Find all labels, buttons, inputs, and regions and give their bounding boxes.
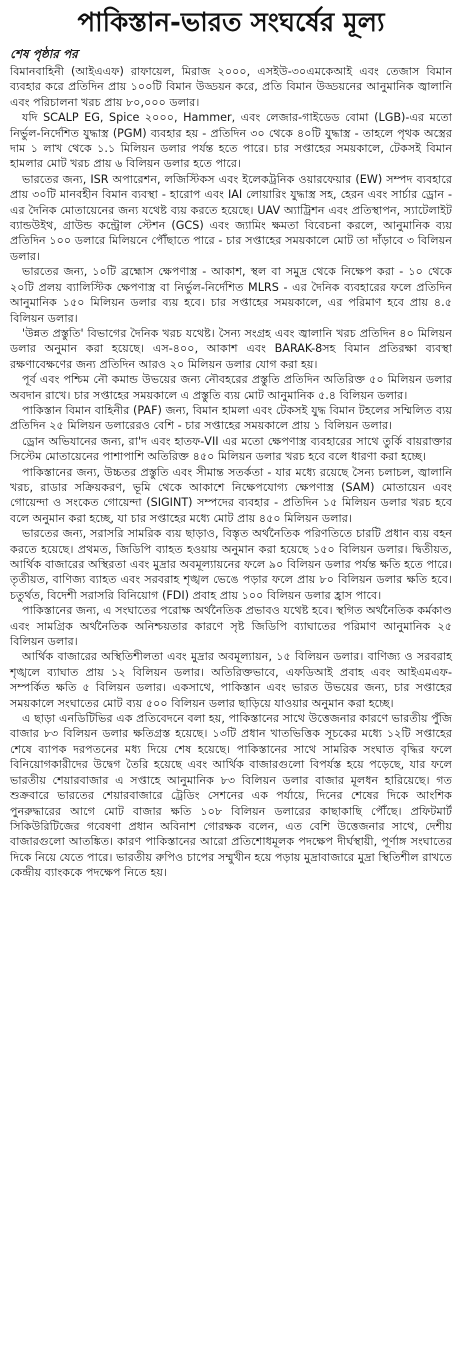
article-paragraph: এ ছাড়া এনডিটিভির এক প্রতিবেদনে বলা হয়, পাকিস্তানের সাথে উত্তেজনার কারণে ভারতীয় পুঁজি বাজার ৮৩ বিলিয়ন ডলার ক্ষতিগ্রস্ত হয়েছে। ১৩টি প্রধান খাতভিত্তিক সূচকের মধ্যে ১২টি সপ্তাহের শেষে ব্যাপক দরপতনের মধ্য দিয়ে শেষ হয়েছে। পাকিস্তানের সাথে সামরিক সংঘাত বৃদ্ধির ফলে বিনিয়োগকারীদের উদ্বেগ তৈরি হয়েছে এবং আর্থিক বাজারগুলো বিপর্যস্ত হয়ে পড়েছে, যার ফলে ভারতীয় শেয়ারবাজার এ সপ্তাহে আনুমানিক ৮৩ বিলিয়ন ডলার বাজার মূলধন হারিয়েছে। গত শুক্রবারে ভারতের শেয়ারবাজারে ট্রেডিং সেশনের এক পর্যায়ে, দিনের শেষের দিকে আংশিক পুনরুদ্ধারের আগে মোট বাজার ক্ষতি ১০৮ বিলিয়ন ডলারের কাছাকাছি পৌঁছে। প্রফিটমার্ট সিকিউরিটিজের গবেষণা প্রধান অবিনাশ গোরক্ষক বলেন, এত বেশি উত্তেজনার সাথে, দেশীয় বাজারগুলো আতঙ্কিত। কারণ পাকিস্তানের আরো প্রতিশোধমূলক পদক্ষেপ দীর্ঘস্থায়ী, পূর্ণাঙ্গ সংঘাতের দিকে নিয়ে যেতে পারে। ভারতীয় রুপিও চাপের সম্মুখীন হয়ে পড়ায় মুদ্রাবাজারে মুদ্রা স্থিতিশীল রাখতে কেন্দ্রীয় ব্যাংককে পদক্ষেপ নিতে হয়। — [10, 712, 452, 880]
article-paragraph: ভারতের জন্য, ISR অপারেশন, লজিস্টিকস এবং ইলেকট্রনিক ওয়ারফেয়ার (EW) সম্পদ ব্যবহারে প্রায় ৩০টি মানবহীন বিমান ব্যবস্থা - হারোপ এবং IAI লোয়ারিং যুদ্ধাস্ত্র সহ, হেরন এবং সার্চার ড্রোন - এর দৈনিক মোতায়েনের জন্য যথেষ্ট ব্যয় করতে হয়েছে। UAV অ্যাট্রিশন এবং প্রতিস্থাপন, স্যাটেলাইট ব্যান্ডউইথ, গ্রাউন্ড কন্ট্রোল স্টেশন (GCS) এবং জ্যামিং ক্ষমতা বিবেচনা করলে, আনুমানিক ব্যয় প্রতিদিন ১০০ ডলারে মিলিয়নে পৌঁছাতে পারে - চার সপ্তাহের সময়কালে মোট তা দাঁড়াবে ৩ বিলিয়ন ডলার। — [10, 172, 452, 263]
article-paragraph: পাকিস্তানের জন্য, এ সংঘাতের পরোক্ষ অর্থনৈতিক প্রভাবও যথেষ্ট হবে। স্থগিত অর্থনৈতিক কর্মকাণ্ড এবং সামগ্রিক অর্থনৈতিক অনিশ্চয়তার কারণে সৃষ্ট জিডিপি ব্যাঘাতের পরিমাণ আনুমানিক ২৫ বিলিয়ন ডলার। — [10, 604, 452, 649]
article-paragraph: পাকিস্তান বিমান বাহিনীর (PAF) জন্য, বিমান হামলা এবং টেকসই যুদ্ধ বিমান টহলের সম্মিলিত ব্যয় প্রতিদিন ২৫ মিলিয়ন ডলারেরও বেশি - চার সপ্তাহের সময়কালে প্রায় ১ বিলিয়ন ডলার। — [10, 403, 452, 433]
article-paragraph: পূর্ব এবং পশ্চিম নৌ কমান্ড উভয়ের জন্য নৌবহরের প্রস্তুতি প্রতিদিন অতিরিক্ত ৫০ মিলিয়ন ডলার অবদান রাখে। চার সপ্তাহের সময়কালে এ প্রস্তুতি ব্যয় মোট আনুমানিক ৫.৪ বিলিয়ন ডলার। — [10, 373, 452, 402]
article-paragraph: আর্থিক বাজারের অস্থিতিশীলতা এবং মুদ্রার অবমূল্যায়ন, ১৫ বিলিয়ন ডলার। বাণিজ্য ও সরবরাহ শৃঙ্খলে ব্যাঘাত প্রায় ১২ বিলিয়ন ডলার। অতিরিক্তভাবে, এফডিআই প্রবাহ এবং আইএমএফ-সম্পর্কিত ক্ষতি ৫ বিলিয়ন ডলার। একসাথে, পাকিস্তান এবং ভারত উভয়ের জন্য, চার সপ্তাহের সময়কালে সংঘাতের মোট ব্যয় ৫০০ বিলিয়ন ডলার ছাড়িয়ে যাওয়ার অনুমান করা হচ্ছে। — [10, 650, 452, 710]
article-paragraph: 'উন্নত প্রস্তুতি' বিভাগের দৈনিক খরচ যথেষ্ট। সৈন্য সংগ্রহ এবং জ্বালানি খরচ প্রতিদিন ৪০ মিলিয়ন ডলার অনুমান করা হয়েছে। এস-৪০০, আকাশ এবং BARAK-8সহ বিমান প্রতিরক্ষা ব্যবস্থা রক্ষণাবেক্ষণের জন্য প্রতিদিন আরও ২০ মিলিয়ন ডলার যোগ করা হয়। — [10, 326, 452, 371]
article-headline: পাকিস্তান-ভারত সংঘর্ষের মূল্য — [77, 8, 385, 38]
article-paragraph: যদি SCALP EG, Spice ২০০০, Hammer, এবং লেজার-গাইডেড বোমা (LGB)-এর মতো নির্ভুল-নির্দেশিত যুদ্ধাস্ত্র (PGM) ব্যবহার হয় - প্রতিদিন ৩০ থেকে ৪০টি যুদ্ধাস্ত্র - তাহলে পৃথক অস্ত্রের দাম ১ লাখ থেকে ১.১ মিলিয়ন ডলার পর্যন্ত হতে পারে। চার সপ্তাহের সময়কালে, টেকসই বিমান হামলার মোট খরচ প্রায় ৬ বিলিয়ন ডলার হতে পারে। — [10, 111, 452, 171]
continued-label: শেষ পৃষ্ঠার পর — [10, 47, 78, 61]
article-paragraph: ড্রোন অভিযানের জন্য, রা'দ এবং হাতফ-VII এর মতো ক্ষেপণাস্ত্র ব্যবহারের সাথে তুর্কি বায়রাক্তার সিস্টেম মোতায়েনের পাশাপাশি অতিরিক্ত ৪৫০ মিলিয়ন ডলার খরচ হবে বলে ধারণা করা হচ্ছে। — [10, 434, 452, 464]
article-paragraph: পাকিস্তানের জন্য, উচ্চতর প্রস্তুতি এবং সীমান্ত সতর্কতা - যার মধ্যে রয়েছে সৈন্য চলাচল, জ্বালানি খরচ, রাডার সক্রিয়করণ, ভূমি থেকে আকাশে নিক্ষেপযোগ্য ক্ষেপণাস্ত্র (SAM) মোতায়েন এবং গোয়েন্দা ও সংকেত গোয়েন্দা (SIGINT) সম্পদের ব্যবহার - প্রতিদিন ১৫ মিলিয়ন ডলার খরচ হবে বলে অনুমান করা হচ্ছে, যা চার সপ্তাহের মধ্যে মোট প্রায় ৪৫০ মিলিয়ন ডলার। — [10, 465, 452, 525]
article-paragraph: ভারতের জন্য, ১০টি ব্রহ্মোস ক্ষেপণাস্ত্র - আকাশ, স্থল বা সমুদ্র থেকে নিক্ষেপ করা - ১০ থেকে ২০টি প্রলয় ব্যালিস্টিক ক্ষেপণাস্ত্র বা নির্ভুল-নির্দেশিত MLRS - এর দৈনিক ব্যবহারের ফলে প্রতিদিন আনুমানিক ১৫০ মিলিয়ন ডলার ব্যয় হবে। চার সপ্তাহের সময়কালে, এর পরিমাণ হবে প্রায় ৪.৫ বিলিয়ন ডলার। — [10, 265, 452, 325]
article-paragraph: ভারতের জন্য, সরাসরি সামরিক ব্যয় ছাড়াও, বিস্তৃত অর্থনৈতিক পরিণতিতে চারটি প্রধান ব্যয় বহন করতে হয়েছে। প্রথমত, জিডিপি ব্যাহত হওয়ায় অনুমান করা হয়েছে ১৫০ বিলিয়ন ডলার। দ্বিতীয়ত, আর্থিক বাজারের অস্থিরতা এবং মুদ্রার অবমূল্যায়নের ফলে ৯০ বিলিয়ন ডলার পর্যন্ত ক্ষতি হতে পারে। তৃতীয়ত, বাণিজ্য ব্যাহত এবং সরবরাহ শৃঙ্খল ভেঙে পড়ার ফলে প্রায় ৮০ বিলিয়ন ডলার ক্ষতি হবে। চতুর্থত, বিদেশী সরাসরি বিনিয়োগ (FDI) প্রবাহ প্রায় ১০০ বিলিয়ন ডলার হ্রাস পাবে। — [10, 527, 452, 602]
article-body — [10, 64, 452, 881]
article-paragraph: বিমানবাহিনী (আইএএফ) রাফায়েল, মিরাজ ২০০০, এসইউ-৩০এমকেআই এবং তেজাস বিমান ব্যবহার করে প্রতিদিন প্রায় ১০০টি বিমান উড্ডয়ন করে, প্রতি বিমান উড্ডয়নের আনুমানিক জ্বালানি এবং পরিচালনা খরচ প্রায় ৮০,০০০ ডলার। — [10, 65, 452, 109]
